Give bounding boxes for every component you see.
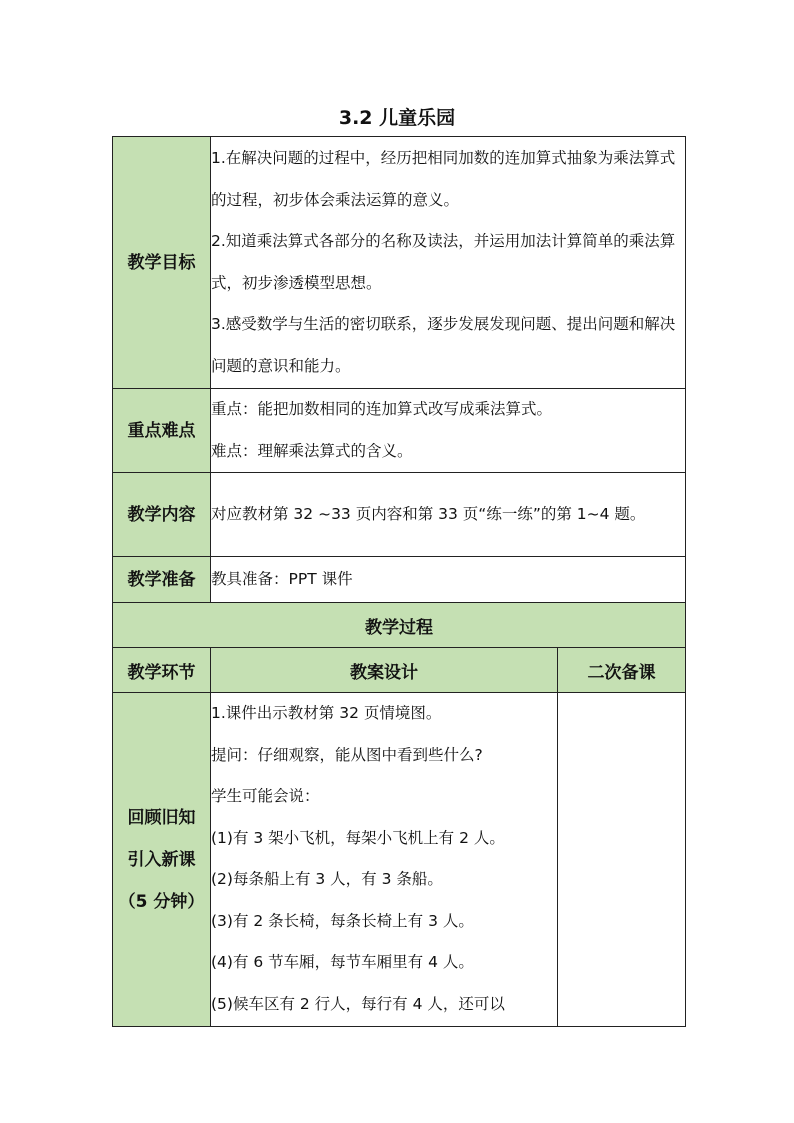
design-line: 1.课件出示教材第 32 页情境图。 [211, 704, 442, 722]
stage1-label [113, 693, 211, 1027]
stage1-revision [558, 693, 686, 1027]
col-revision-header: 二次备课 [558, 648, 686, 693]
process-header: 教学过程 [113, 603, 686, 648]
goals-label: 教学目标 [113, 137, 211, 389]
goal-item: 2.知道乘法算式各部分的名称及读法，并运用加法计算简单的乘法算式，初步渗透模型思想。 [211, 232, 676, 292]
key-points-label: 重点难点 [113, 389, 211, 473]
goals-content [211, 137, 686, 389]
stage1-label-line: 引入新课 [127, 849, 196, 870]
design-line: (5)候车区有 2 行人，每行有 4 人，还可以 [211, 994, 505, 1013]
goals-row [113, 137, 686, 389]
goal-item: 1.在解决问题的过程中，经历把相同加数的连加算式抽象为乘法算式的过程，初步体会乘法运算的意义。 [211, 149, 676, 209]
design-line: 提问：仔细观察，能从图中看到些什么? [211, 745, 483, 764]
design-line: (3)有 2 条长椅，每条长椅上有 3 人。 [211, 911, 474, 930]
lesson-plan-table [112, 136, 686, 1027]
process-header-row [113, 603, 686, 648]
preparation-row [113, 557, 686, 603]
preparation-label: 教学准备 [113, 557, 211, 603]
key-point-item: 难点：理解乘法算式的含义。 [211, 441, 413, 460]
design-line: 学生可能会说： [211, 787, 320, 805]
col-stage-header: 教学环节 [113, 648, 211, 693]
page-title: 3.2 儿童乐园 [338, 107, 456, 129]
key-point-item: 重点：能把加数相同的连加算式改写成乘法算式。 [211, 400, 553, 418]
stage1-row [113, 693, 686, 1027]
stage1-design [211, 693, 558, 1027]
col-design-header: 教案设计 [211, 648, 558, 693]
content-row [113, 473, 686, 557]
key-points-row [113, 389, 686, 473]
column-header-row [113, 648, 686, 693]
content-text: 对应教材第 32 ~33 页内容和第 33 页“练一练”的第 1~4 题。 [211, 473, 686, 557]
design-line: (2)每条船上有 3 人，有 3 条船。 [211, 870, 443, 888]
design-line: (1)有 3 架小飞机，每架小飞机上有 2 人。 [211, 828, 505, 847]
content-label: 教学内容 [113, 473, 211, 557]
key-points-content [211, 389, 686, 473]
stage1-label-line: 回顾旧知 [127, 807, 196, 828]
stage1-label-line: （5 分钟） [118, 891, 205, 912]
preparation-text: 教具准备：PPT 课件 [211, 557, 686, 603]
goal-item: 3.感受数学与生活的密切联系，逐步发展发现问题、提出问题和解决问题的意识和能力。 [211, 315, 676, 375]
design-line: (4)有 6 节车厢，每节车厢里有 4 人。 [211, 953, 474, 971]
